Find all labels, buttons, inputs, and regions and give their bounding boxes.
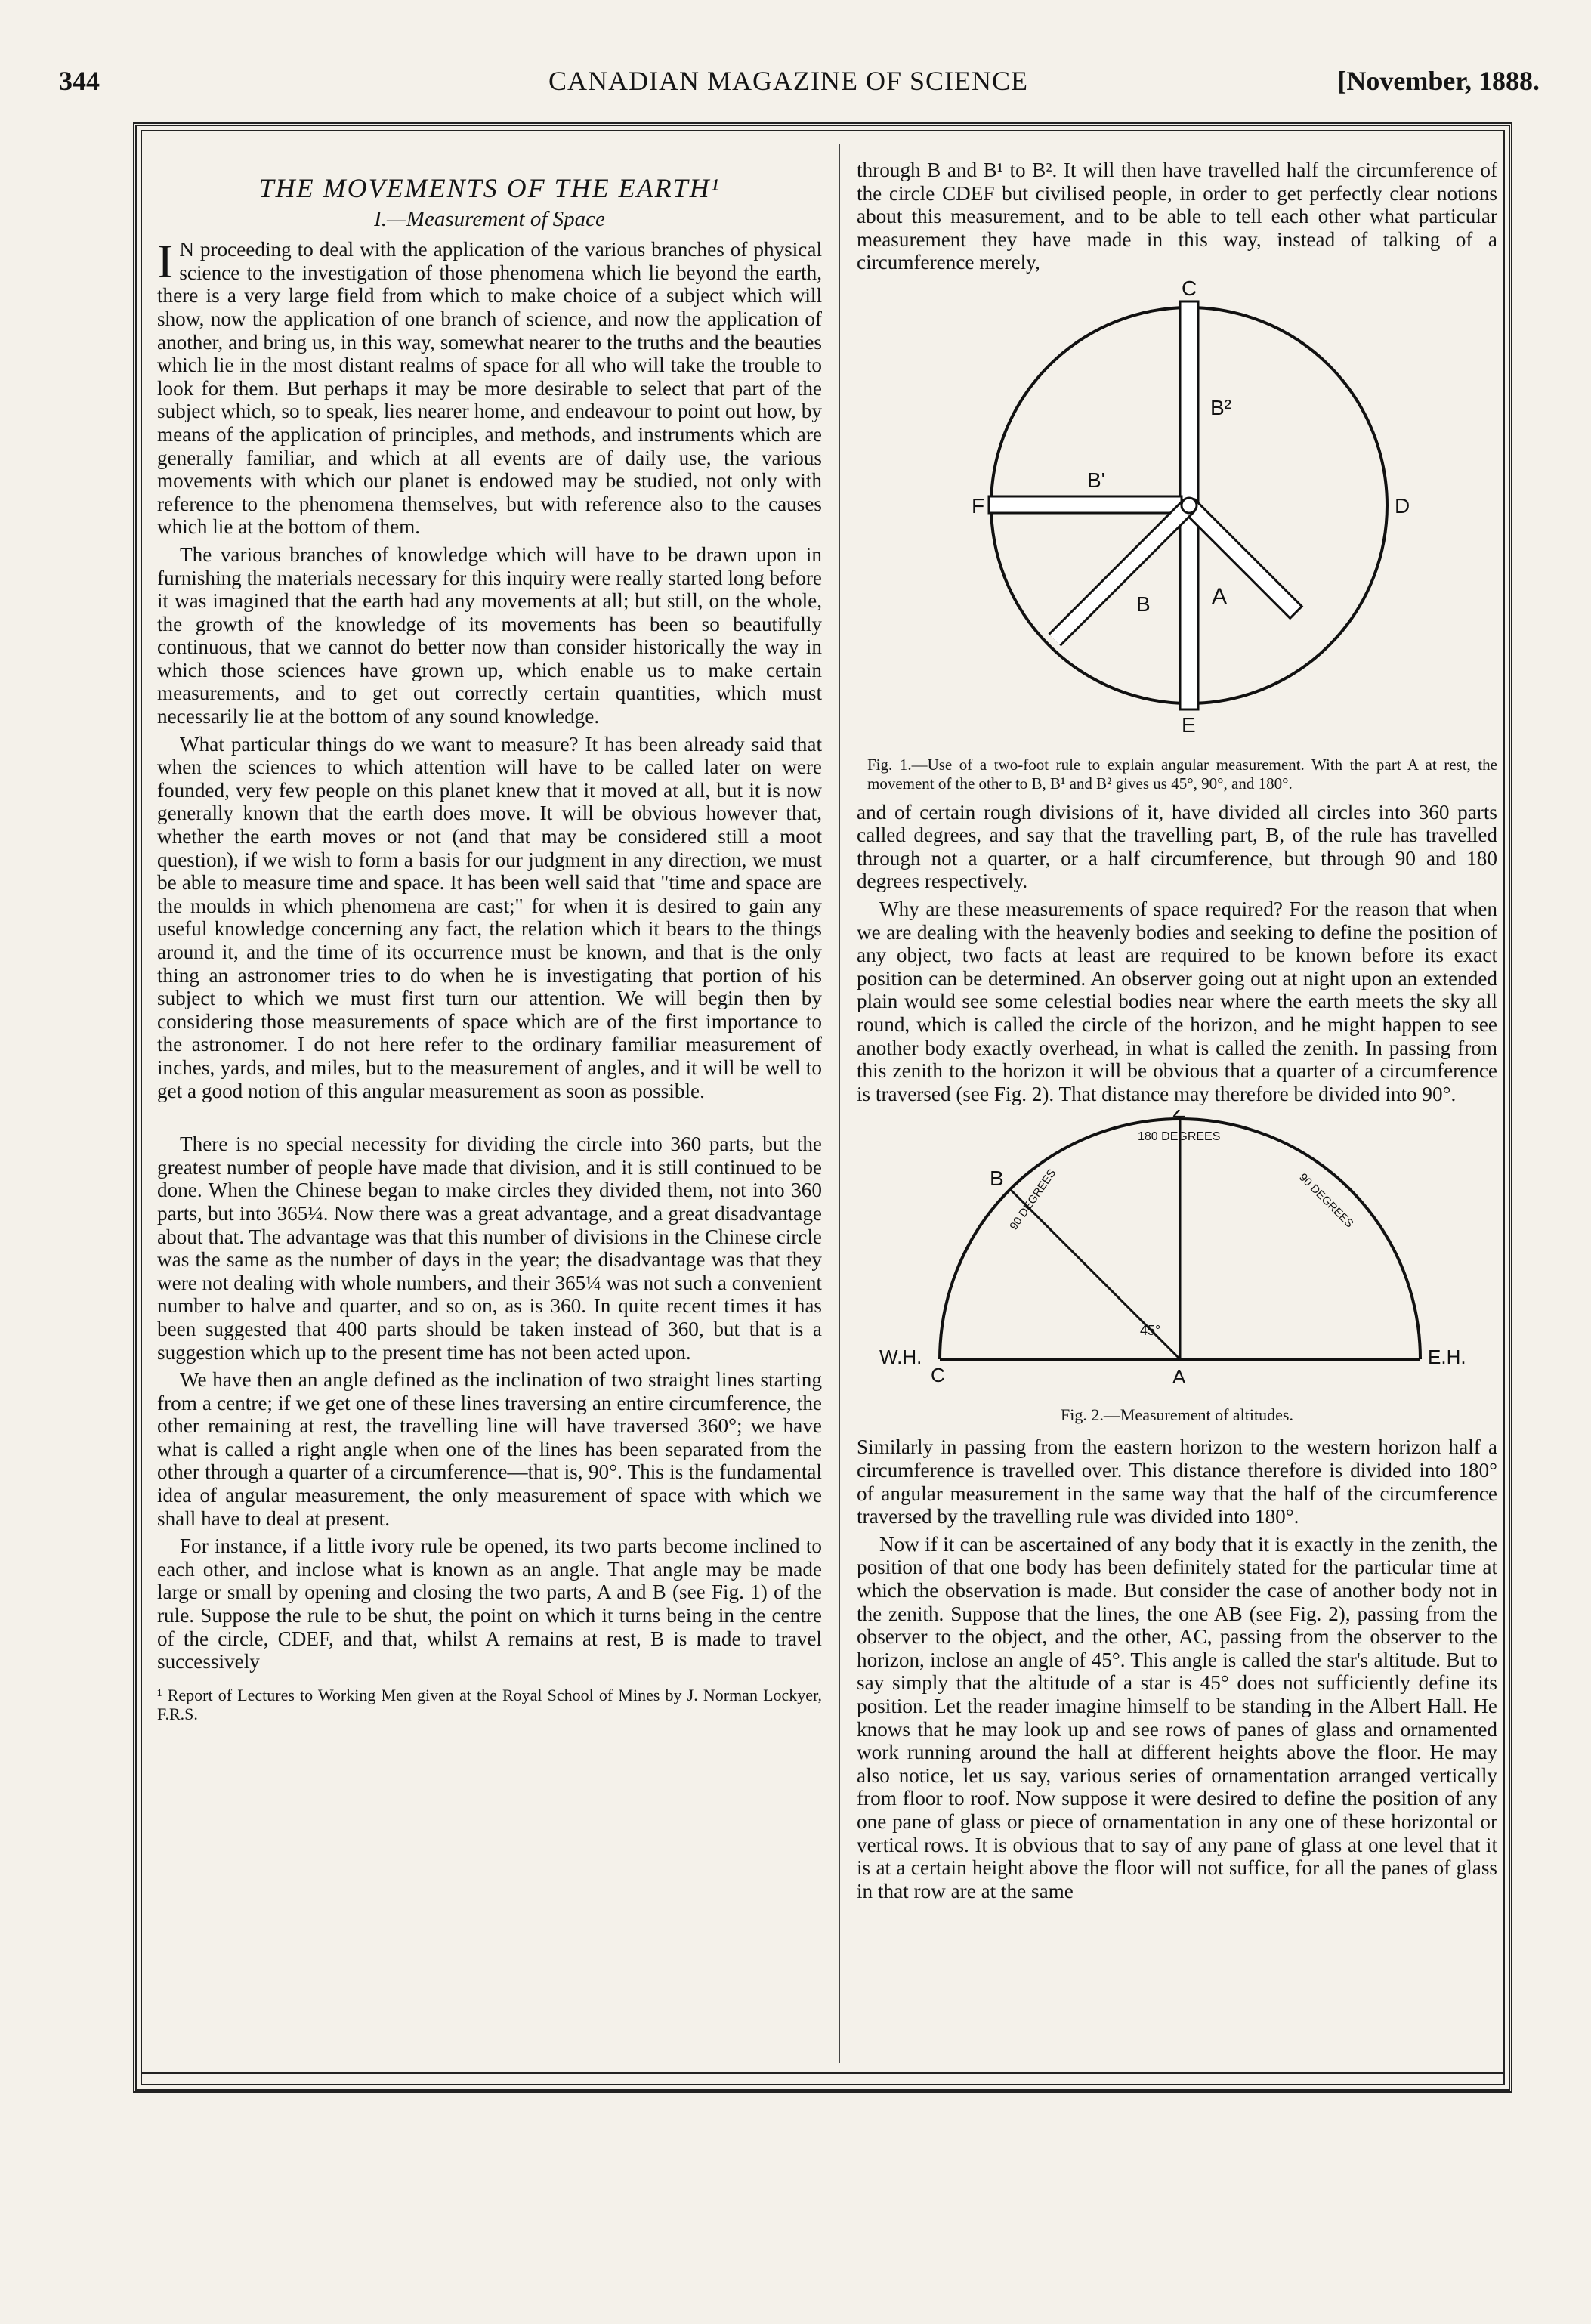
paragraph: Why are these measurements of space required? For the reason that when we are dealing with the heavenly bodies and seeking to define the position of any object, two facts at least are required to be known before its exact position can be determined. An observer going out at night upon an extended plain would see some celestial bodies near where the earth meets the sky all round, which is called the circle of the horizon, and he might happen to see another body exactly overhead, in what is called the zenith. In passing from this zenith to the horizon it will be obvious that a quarter of a circumference is traversed (see Fig. 2). That distance may therefore be divided into 90°.	[857, 897, 1497, 1105]
paragraph: and of certain rough divisions of it, have divided all circles into 360 parts called degrees, and say that the travelling part, B, of the rule has travelled through not a quarter, or a half circumference, but through 90 and 180 degrees respectively.	[857, 800, 1497, 893]
issue-date: [November, 1888.	[1337, 66, 1540, 96]
figure-2	[857, 1110, 1497, 1397]
label-z: Z	[1172, 1110, 1186, 1123]
right-column	[857, 159, 1497, 1907]
magazine-title: CANADIAN MAGAZINE OF SCIENCE	[548, 66, 1028, 96]
label-wh: W.H.	[879, 1346, 922, 1369]
label-arc-left: 90 DEGREES	[1007, 1167, 1059, 1233]
rule-part-b	[1183, 499, 1302, 618]
label-c: C	[1182, 278, 1197, 300]
label-arc-top: 180 DEGREES	[1138, 1130, 1221, 1144]
paragraph: There is no special necessity for dividing the circle into 360 parts, but the greatest number of people have made that division, and it is still continued to be done. When the Chinese began to make circles they divided them, not into 360 parts, but into 365¼. Now there was a great advantage, and a great disadvantage about that. The advantage was that this number of divisions in the Chinese circle was the same as the number of days in the year; the disadvantage was that they were not dealing with whole numbers, and their 365¼ was not such a convenient number to halve and quarter, and so on, as is 360. In quite recent times it has been suggested that 400 parts should be taken instead of 360, but that is a suggestion which up to the present time has not been acted upon.	[157, 1133, 822, 1364]
paragraph: We have then an angle defined as the inclination of two straight lines starting from a centre; if we get one of these lines traversing an entire circumference, the other remaining at rest, the travelling line will have traversed 360°; we have what is called a right angle when one of the lines has been separated from the other through a quarter of a circumference—that is, 90°. This is the fundamental idea of angular measurement, the only measurement of space with which we shall have to deal at present.	[157, 1368, 822, 1530]
column-rule	[839, 144, 840, 2063]
figure-1-caption: Fig. 1.—Use of a two-foot rule to explain angular measurement. With the part A at rest, the movement of the other to B, B¹ and B² gives us 45°, 90°, and 180°.	[867, 755, 1497, 793]
paragraph: Similarly in passing from the eastern horizon to the western horizon half a circumference is travelled over. This distance therefore is divided into 180° of angular measurement in the same way that the half of the circumference traversed by the travelling rule was divided into 180°.	[857, 1436, 1497, 1528]
paragraph: Now if it can be ascertained of any body that it is exactly in the zenith, the position of that one body has been definitely stated for the particular time at which the observation is made. But consider the case of another body not in the zenith. Suppose that the lines, the one AB (see Fig. 2), passing from the observer to the object, and the other, AC, passing from the observer to the horizon, inclose an angle of 45°. This angle is called the star's altitude. But to say simply that the altitude of a star is 45° does not sufficiently define its position. Let the reader imagine himself to be standing in the Albert Hall. He knows that he may look up and see rows of panes of glass and ornamented work running around the hall at different heights above the floor. He may also notice, let us say, various series of ornamentation arranged vertically from floor to roof. Now suppose it were desired to define the position of any one pane of glass or piece of ornamentation in any one of these horizontal or vertical rows. It is obvious that to say of any pane of glass at one level that it is at a certain height above the floor will not suffice, for all the panes of glass in that row are at the same	[857, 1532, 1497, 1902]
article-title: THE MOVEMENTS OF THE EARTH¹	[258, 173, 721, 203]
figure-2-caption: Fig. 2.—Measurement of altitudes.	[1061, 1405, 1293, 1424]
label-eh: E.H.	[1428, 1346, 1466, 1369]
page-number: 344	[59, 66, 100, 96]
label-angle: 45°	[1140, 1323, 1161, 1339]
pivot	[1182, 498, 1197, 513]
label-b: B	[990, 1167, 1004, 1191]
paragraph: For instance, if a little ivory rule be opened, its two parts become inclined to each other, and inclose what is known as an angle. That angle may be made large or small by opening and closing the two parts, A and B (see Fig. 1) of the rule. Suppose the rule to be shut, the point on which it turns being in the centre of the circle, CDEF, and that, whilst A remains at rest, B is made to travel successively	[157, 1534, 822, 1673]
running-header	[59, 59, 1540, 104]
label-b1: B'	[1087, 468, 1106, 492]
label-f: F	[972, 493, 985, 518]
label-a: A	[1212, 583, 1228, 609]
label-d: D	[1395, 493, 1410, 518]
rule-part-b2	[1180, 301, 1198, 505]
label-a: A	[1172, 1365, 1186, 1389]
paragraph: What particular things do we want to measure? It has been already said that when the sciences to which attention will have to be called later on were founded, very few people on this planet knew that it moved at all, but it is now generally known that the earth does move. It will be obvious however that, whether the earth moves or not (and that may be considered still a moot question), if we wish to form a basis for our judgment in any direction, we must be able to measure time and space. It has been well said that "time and space are the moulds in which phenomena are cast;" for when it is desired to gain any useful knowledge concerning any fact, the relation which it bears to the things around it, and the time of its occurrence must be known, and that is the only thing an astronomer tries to do when he is investigating that portion of his subject to which we must first turn our attention. We will begin then by considering those measurements of space which are of the first importance to the astronomer. I do not here refer to the ordinary familiar measurement of inches, yards, and miles, but to the measurement of angles, and it will be well to get a good notion of this angular measurement as soon as possible.	[157, 732, 822, 1102]
figure-1	[857, 279, 1497, 747]
paragraph: I N proceeding to deal with the application of the various branches of physical science to the investigation of those phenomena which lie beyond the earth, there is a very large field from which to make choice of a subject which will show, now the application of one branch of science, and now the application of another, and bring us, in this way, somewhat nearer to the truths and the beauties which lie in the most distant realms of space for all who will take the trouble to look for them. But perhaps it may be more desirable to select that part of the subject which, so to speak, lies nearer home, and endeavour to point out how, by means of the application of principles, and methods, and instruments which are generally familiar, and which at all events are of daily use, the various movements with which our planet is endowed may be studied, not only with reference to the phenomena themselves, but with reference also to the causes which lie at the bottom of them.	[157, 234, 822, 539]
label-b2: B²	[1210, 395, 1231, 419]
left-column	[157, 159, 822, 1723]
drop-cap: I	[157, 234, 174, 289]
rule-part-b1	[989, 496, 1182, 513]
paragraph: through B and B¹ to B². It will then have travelled half the circumference of the circle CDEF but civilised people, in order to get perfectly clear notions about this measurement, and to be able to tell each other what particular measurement they have made in this way, instead of talking of a circumference merely,	[857, 159, 1497, 274]
article-subtitle: I.—Measurement of Space	[374, 206, 605, 231]
bottom-rule	[141, 2072, 1505, 2074]
label-e: E	[1182, 712, 1196, 737]
label-b: B	[1136, 592, 1151, 616]
label-arc-right: 90 DEGREES	[1296, 1171, 1356, 1231]
label-c: C	[931, 1364, 945, 1387]
paragraph: The various branches of knowledge which will have to be drawn upon in furnishing the materials necessary for this inquiry were really started long before it was imagined that the earth had any movements at all; but still, on the whole, the growth of the knowledge of its movements has been so beautifully continuous, that we cannot do better now than consider historically the way in which those sciences have grown up, which enable us to make certain measurements, and to get out correctly certain quantities, which must necessarily lie at the bottom of any sound knowledge.	[157, 542, 822, 728]
footnote: ¹ Report of Lectures to Working Men given at the Royal School of Mines by J. Norman Lockyer, F.R.S.	[157, 1685, 822, 1723]
rule-part-a	[1180, 505, 1198, 709]
